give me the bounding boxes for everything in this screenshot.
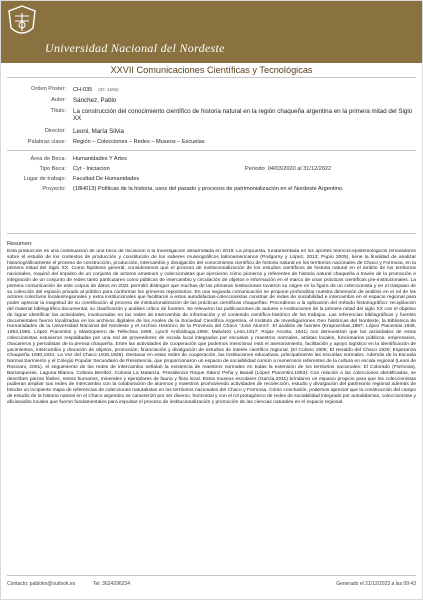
generated-timestamp: Generado el 21/12/2023 a las 09:43 [336, 581, 416, 587]
unne-crest-logo-icon [5, 4, 39, 40]
document-title: XXVII Comunicaciones Científicas y Tecnológicas [110, 65, 313, 75]
field-value: Cyt - Iniciacion [73, 166, 110, 172]
field-value: La construcción del conocimiento científico de historia natural en la región chaqueña argentina en la primera mitad del Siglo XX [73, 108, 413, 123]
field-label: Palabras clave: [27, 139, 66, 145]
section-divider [7, 150, 416, 151]
field-label: Director: [44, 128, 66, 134]
contact-email: Contacto: pablokn@outlook.es [7, 581, 76, 587]
header-band [1, 1, 422, 63]
field-label: Orden Poster: [31, 86, 66, 92]
field-label: Área de Beca: [30, 156, 66, 162]
field-value [73, 86, 415, 94]
field-value: Leoni, María Silvia [73, 128, 124, 135]
field-label: Título: [50, 108, 66, 114]
footer-divider [7, 575, 416, 576]
field-value: (18H013) Políticas de la historia, usos del pasado y procesos de patrimonialización en el Nordeste Argentino. [73, 186, 344, 192]
field-label: Autor: [51, 97, 66, 103]
field-value: Región – Colecciones – Redes – Museos – Escuelas [73, 139, 205, 145]
field-label: Proyecto: [42, 186, 66, 192]
field-value: Humanidades Y Artes [73, 156, 127, 162]
field-label: Lugar de trabajo: [23, 176, 66, 182]
contact-phone: Tel: 3624296234 [93, 581, 130, 587]
field-value: Sánchez, Pablo [73, 97, 117, 104]
field-value: Facultad De Humanidades [73, 176, 140, 182]
periodo-value: Período: 04/03/2020 al 31/12/2022 [245, 166, 332, 172]
resumen-label: Resumen: [7, 241, 33, 247]
field-label: Tipo Beca: [39, 166, 66, 172]
poster-code: CH-035 [73, 87, 93, 93]
section-divider [7, 233, 416, 234]
resumen-text: Esta producción es una continuación de una beca de Iniciación a la Investigación desarrollada en 2019. La propuesta, fundamentada en los aportes teóricos-epistemológicos renovadores sobre el estudio de los contextos de producción y constitución de los saberes museográficos latinoamericanos (Podgorny y López, 2013; Pupio 2005), tiene la finalidad de analizar historiográficamente el proceso de construcción, producción, intercambio y divulgación del conocimiento científico de historia natural en los territorios nacionales de Chaco y Formosa, en la primera mitad del Siglo XX. Como hipótesis general, consideramos que el proceso de institucionalización de los estudios científicos de historia natural en el ámbito de los territorios nacionales, requirió del impulso de un conjunto de actores amateurs y coleccionistas que ejercieron cómo pioneros y referentes de historia natural chaqueña a través de la promoción e integración de un conjunto de redes tanto particulares como públicas de intercambio y circulación de objetos e información en el marco de unas prácticas científicas pre-institucionales. La primera comunicación de este corpus de datos en 2021 permitió distinguir que muchas de las primeras instituciones tuvieron su origen en la figura de un coleccionista y en el traspaso de su colección del espacio privado al público para conformar los primeros repositorios. En una segunda comunicación se propone profundizar nuestra dimensión de análisis en el rol de los actores colectivos locales/regionales y extra institucionales que facilitaron a estos autodidactas-coleccionistas construir de redes de sociabilidad e intercambio en el espacio regional para poder apreciar la magnitud de su contribución al proceso de institucionalización de las prácticas científicas chaqueñas. Procedimos a la aplicación del método historiográfico: recopilación del material bibliográfico-documental, su clasificación y análisis crítico de fuentes. Se relevaron las publicaciones de autores e instituciones de la primera mitad del siglo XX con el objetivo de lograr identificar las actividades, involucradas en las redes de intercambio de información y el contenido científico-histórico de los trabajos. Las referencias bibliográficas y fuentes documentales fueron localizadas en los archivos digitales de los Anales de la Sociedad Científica Argentina, el Instituto de Investigaciones Geo históricas del Nordeste, la Biblioteca de Humanidades de la Universidad Nacional del Nordeste y el Archivo Histórico de la Provincia del Chaco “José Alumni”. El análisis de fuentes (Krapovickas,1987; López Piacentini,1949, 1953,1959, López Piacentini y Mastropierro de Tellechea 1969, Lynch Arribálzaga,1959; Malvárez León,1917; Rojas Acosta, 1941) nos demuestran que las actividades de estos coleccionistas estuvieron respaldadas por una red de proveedores de escala local integrados por escuelas y maestros normales, artistas locales, funcionarios públicos, empresarios, chacareros y periodistas de la prensa chaqueña. Entre las actividades de cooperación que podemos mencionar está el asesoramiento, facilitación y apoyo logístico en la identificación de yacimientos, intercambio y donación de objetos, promoción, financiación y divulgación de estudios de interés científico regional. (El Colono 1906; El Heraldo del Chaco 1920; Esperanza Chaqueña 1930,1931; La Voz del Chaco 1916,1936). Destacar en estas redes de cooperación, las instituciones educativas, principalmente las escuelas normales. Además de la Escuela Normal Sarmiento y el Colegio Popular Secundario de Resistencia, que proporcionaron un espacio de sociabilidad común a numerosos referentes de la cultura en escala regional (Leoni de Rosciani, 2001), el seguimiento de las redes de intercambio señalan la existencia de maestros normales en todas la extensión de los territorios nacionales: El Colorado (Formosa), Barranqueras, Laguna Blanca, Colonia Benítez, Colonia La Matanza, Presidencia Roque Sáenz Peña y Basail (López Piacentini,1953). Con relación a las colecciones identificadas, se describen piezas fósiles, restos humanos, minerales y ejemplares de fauna y flora local. Estos museos escolares (García,2011) brindaron un espacio propicio para que los coleccionistas pudieran ampliar sus redes de intercambio con la colaboración de alumnos y maestros promoviendo actividades de recolección, estudio y divulgación del patrimonio regional además de brindar un incipiente mapa de referencias de colecciones naturalistas en los territorios nacionales del Chaco y Formosa. Cómo conclusión, podemos apreciar que la construcción del campo de estudio de la historia natural en el Chaco argentino se caracterizó por ser diverso, horizontal y con el rol protagónico de redes de sociabilidad integrado por autodidactas, coleccionistas y aficionados locales que fueron fundamentales para impulsar el proceso de institucionalización y promoción de las ciencias naturales en el espacio regional. [7, 249, 416, 405]
university-name: Universidad Nacional del Nordeste [45, 41, 225, 55]
title-divider [7, 77, 416, 78]
poster-id: (ID: 1556) [98, 87, 119, 92]
